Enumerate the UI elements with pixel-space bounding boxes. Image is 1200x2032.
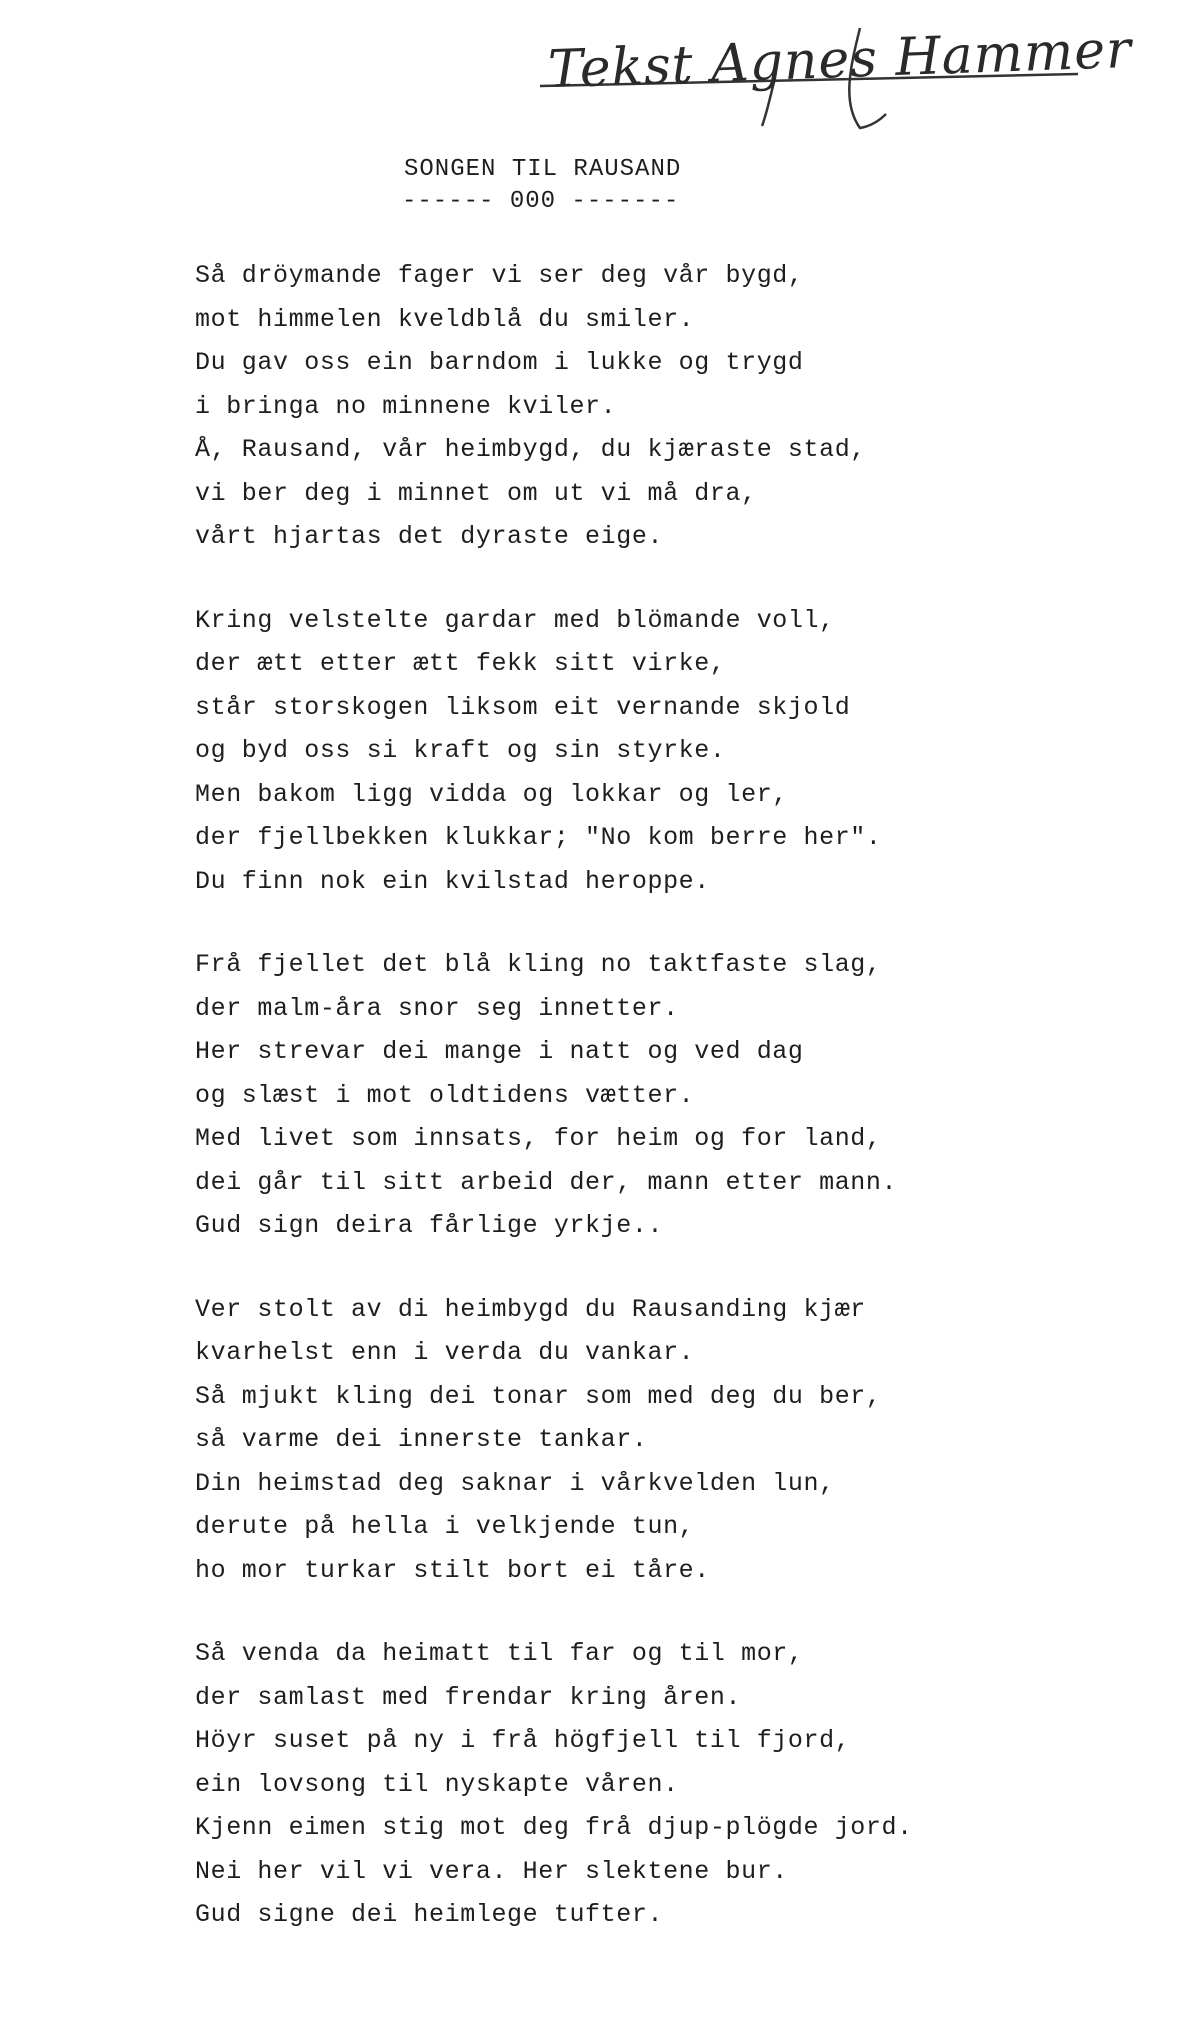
poem-line: Höyr suset på ny i frå högfjell til fjord, — [195, 1726, 851, 1755]
poem-line: vårt hjartas det dyraste eige. — [195, 522, 664, 551]
poem-line: mot himmelen kveldblå du smiler. — [195, 304, 695, 334]
poem-line: Så mjukt kling dei tonar som med deg du ber, — [195, 1381, 882, 1411]
poem-line: der ætt etter ætt fekk sitt virke, — [195, 649, 726, 678]
page-title: SONGEN TIL RAUSAND — [404, 156, 682, 183]
poem-line: ho mor turkar stilt bort ei tåre. — [195, 1555, 710, 1585]
poem-line: Frå fjellet det blå kling no taktfaste slag, — [195, 950, 882, 979]
poem-line: Så dröymande fager vi ser deg vår bygd, — [195, 261, 804, 290]
stanza-4 — [195, 1288, 1095, 1593]
poem-line: der malm-åra snor seg innetter. — [195, 993, 679, 1023]
poem-line: ein lovsong til nyskapte våren. — [195, 1769, 679, 1799]
poem-line: og byd oss si kraft og sin styrke. — [195, 736, 726, 765]
poem-line: Så venda da heimatt til far og til mor, — [195, 1639, 804, 1668]
poem-line: Gud signe dei heimlege tufter. — [195, 1900, 664, 1929]
poem-line: Ver stolt av di heimbygd du Rausanding kjær — [195, 1294, 866, 1324]
poem-line: Men bakom ligg vidda og lokkar og ler, — [195, 779, 788, 809]
poem-line: og slæst i mot oldtidens vætter. — [195, 1080, 695, 1110]
title-rule: ------ 000 ------- — [402, 188, 680, 215]
stanza-2 — [195, 599, 1095, 904]
poem-line: der fjellbekken klukkar; "No kom berre her". — [195, 823, 882, 852]
poem-line: vi ber deg i minnet om ut vi må dra, — [195, 478, 757, 508]
poem — [195, 254, 1095, 1977]
poem-line: står storskogen liksom eit vernande skjold — [195, 692, 851, 722]
poem-line: Nei her vil vi vera. Her slektene bur. — [195, 1856, 788, 1886]
poem-line: Med livet som innsats, for heim og for land, — [195, 1124, 882, 1153]
poem-line: Du finn nok ein kvilstad heroppe. — [195, 866, 710, 896]
stanza-1 — [195, 254, 1095, 559]
poem-line: så varme dei innerste tankar. — [195, 1425, 648, 1454]
poem-line: derute på hella i velkjende tun, — [195, 1512, 695, 1541]
poem-line: Kjenn eimen stig mot deg frå djup-plögde jord. — [195, 1813, 913, 1842]
poem-line: Din heimstad deg saknar i vårkvelden lun, — [195, 1468, 835, 1498]
poem-line: Kring velstelte gardar med blömande voll, — [195, 605, 835, 635]
poem-line: Å, Rausand, vår heimbygd, du kjæraste stad, — [195, 435, 866, 464]
poem-line: Gud sign deira fårlige yrkje.. — [195, 1211, 664, 1240]
poem-line: Du gav oss ein barndom i lukke og trygd — [195, 348, 804, 377]
poem-line: i bringa no minnene kviler. — [195, 391, 617, 421]
poem-line: kvarhelst enn i verda du vankar. — [195, 1338, 695, 1367]
stanza-3 — [195, 943, 1095, 1248]
poem-line: der samlast med frendar kring åren. — [195, 1682, 742, 1712]
signature-text: Tekst Agnes Hammer — [547, 19, 1133, 101]
poem-line: dei går til sitt arbeid der, mann etter mann. — [195, 1167, 898, 1197]
poem-line: Her strevar dei mange i natt og ved dag — [195, 1037, 804, 1066]
stanza-5 — [195, 1632, 1095, 1937]
